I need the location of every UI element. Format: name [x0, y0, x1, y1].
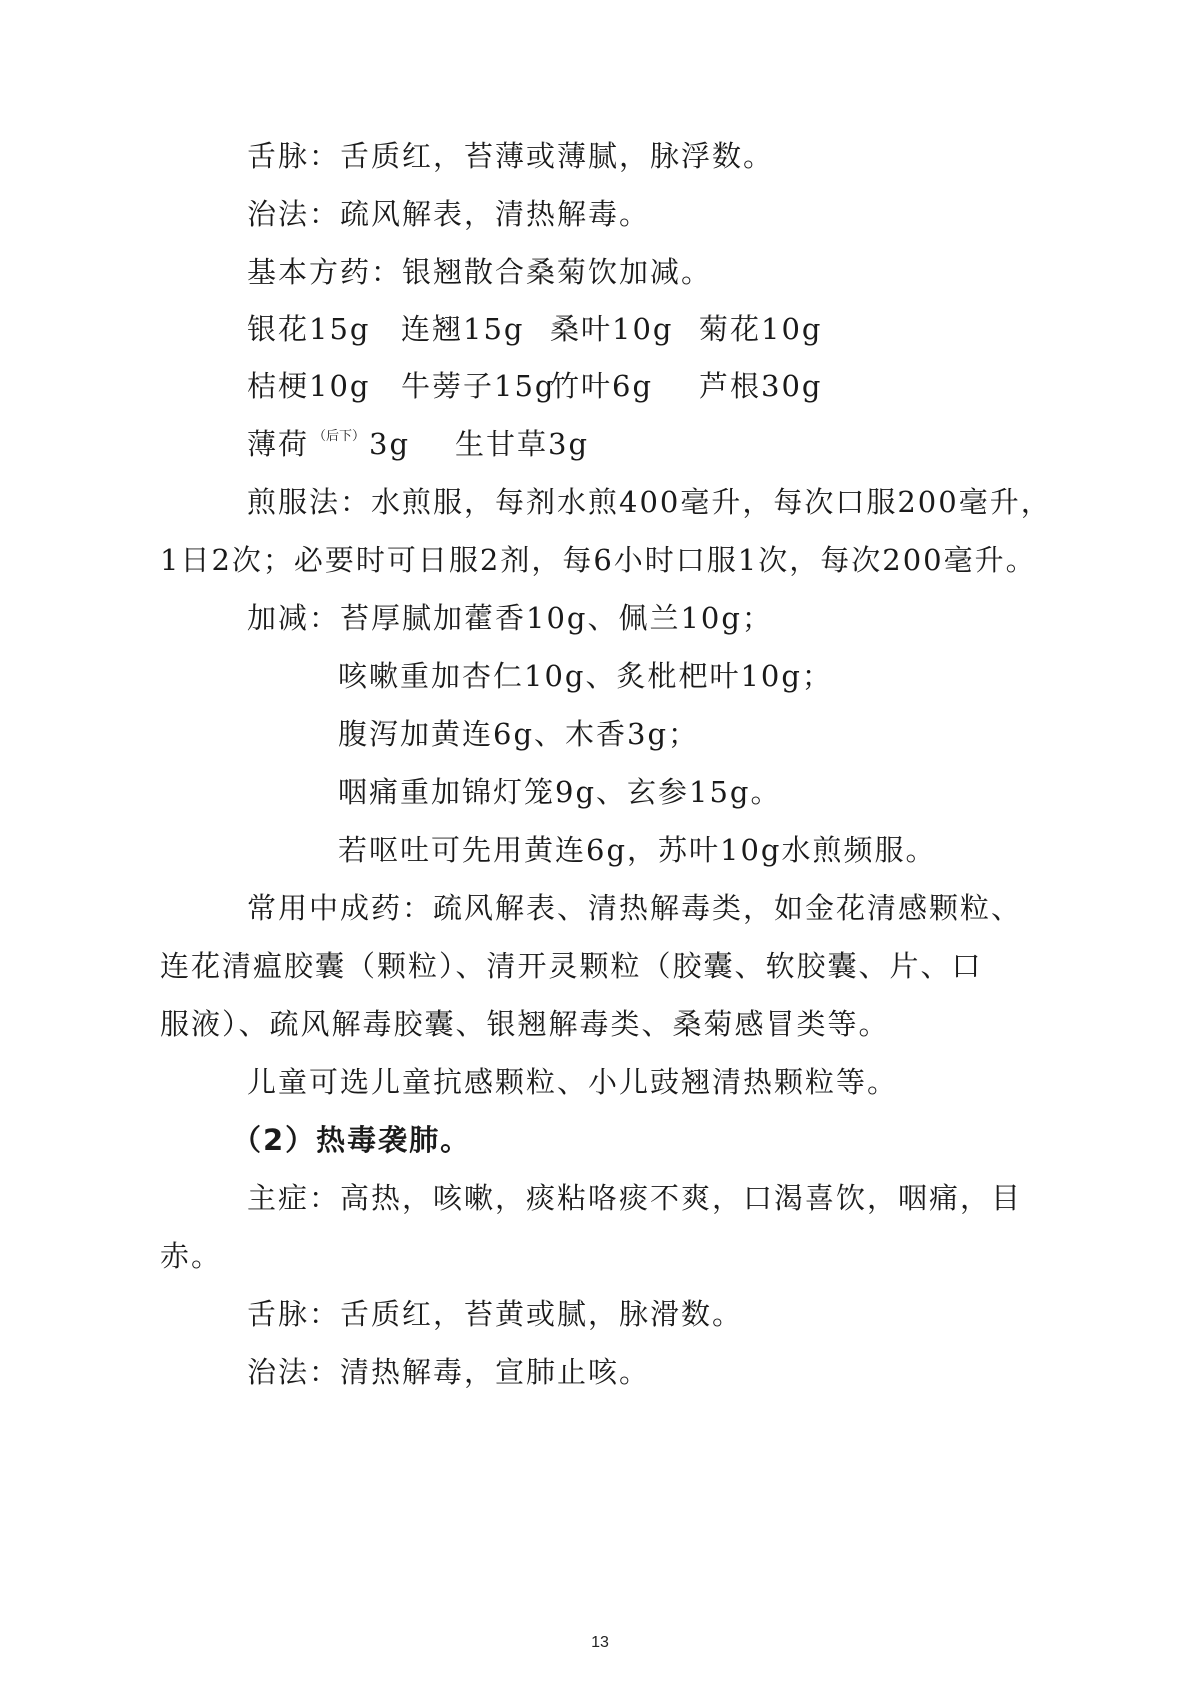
main-symptoms-continued: 赤。 [160, 1239, 223, 1273]
herb-name: 薄荷 [247, 427, 310, 461]
main-symptoms-line: 主症：高热，咳嗽，痰粘咯痰不爽，口渴喜饮，咽痛，目 [247, 1181, 1023, 1215]
herb-item: 芦根30g [699, 369, 823, 403]
decoction-note: （后下） [313, 429, 366, 444]
decoction-method-line: 煎服法：水煎服，每剂水煎400毫升，每次口服200毫升， [247, 485, 1052, 519]
herb-item: 菊花10g [699, 312, 823, 346]
modification-item: 若呕吐可先用黄连6g，苏叶10g水煎频服。 [338, 833, 937, 867]
herb-item [247, 424, 410, 471]
tongue-pulse-line: 舌脉：舌质红，苔薄或薄腻，脉浮数。 [247, 139, 775, 173]
children-medicine-line: 儿童可选儿童抗感颗粒、小儿豉翘清热颗粒等。 [247, 1065, 899, 1099]
modification-item: 咳嗽重加杏仁10g、炙枇杷叶10g； [338, 659, 833, 693]
treatment-method-line: 治法：疏风解表，清热解毒。 [247, 197, 651, 231]
herb-item: 桑叶10g [550, 312, 674, 346]
herb-item: 银花15g [247, 312, 371, 346]
section-heading: （2）热毒袭肺。 [232, 1123, 472, 1157]
modification-line: 加减：苔厚腻加藿香10g、佩兰10g； [247, 601, 773, 635]
herb-item: 竹叶6g [550, 369, 654, 403]
patent-medicine-continued: 连花清瘟胶囊（颗粒）、清开灵颗粒（胶囊、软胶囊、片、口 [160, 949, 983, 983]
modification-item: 咽痛重加锦灯笼9g、玄参15g。 [338, 775, 782, 809]
decoction-method-continued: 1日2次；必要时可日服2剂，每6小时口服1次，每次200毫升。 [160, 543, 1037, 577]
modification-item: 腹泻加黄连6g、木香3g； [338, 717, 700, 751]
tongue-pulse-line: 舌脉：舌质红，苔黄或腻，脉滑数。 [247, 1297, 744, 1331]
patent-medicine-continued: 服液）、疏风解毒胶囊、银翘解毒类、桑菊感冒类等。 [160, 1007, 890, 1041]
herb-item: 连翘15g [401, 312, 525, 346]
patent-medicine-line: 常用中成药：疏风解表、清热解毒类，如金花清感颗粒、 [247, 891, 1023, 925]
herb-dose: 3g [369, 427, 411, 461]
basic-prescription-line: 基本方药：银翘散合桑菊饮加减。 [247, 255, 713, 289]
herb-item: 生甘草3g [455, 427, 590, 461]
herb-item: 桔梗10g [247, 369, 371, 403]
herb-item: 牛蒡子15g [401, 369, 556, 403]
treatment-method-line: 治法：清热解毒，宣肺止咳。 [247, 1355, 651, 1389]
page-number: 13 [591, 1634, 609, 1651]
